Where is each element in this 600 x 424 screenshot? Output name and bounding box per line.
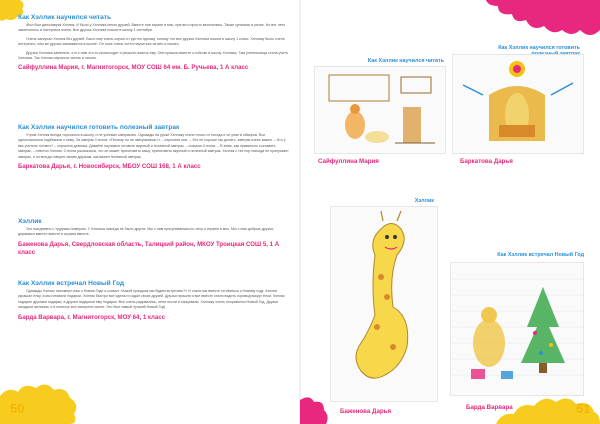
signature-bazhenova: Баженова Дарья (340, 408, 392, 415)
pink-cloud-top-right (486, 0, 600, 40)
drawing-reading (314, 66, 446, 154)
page-number: 50 (10, 401, 25, 416)
signature-barda: Барда Варвара (466, 404, 513, 411)
story-text: Утром Хэллик всегда торопился в школу, и не успевал завтракать. Однажды на уроке Хэллику стало плохо от голода и он упал в обморок. Все одноклассники подбежали к нему. За завтрак Стелла: «Почему ты не завтракаешь?» – спросила она. – Это не хорошо так делать, завтрак очень важен. – Кто у вас учитель готовит? – спросила девочка. Давайте научимся готовить вкусный и полезный завтрак, – сказала Стелла. – Я знаю, как правильно составить завтрак, – ответил Хэллик. Стелла рассказала, что он может приготовить кашу, приготовить вкусный и полезный завтрак. Хэллик с тех пор никогда не пропускает завтрак, и он всегда говорит своим друзьям, как важен полезный завтрак. (18, 133, 289, 159)
pink-cloud-bottom-left (300, 394, 330, 424)
drawing-new-year (450, 262, 584, 396)
page-number: 51 (576, 401, 591, 416)
signature-barkatova: Баркатова Дарья (460, 158, 513, 165)
drawing-hellik-art (331, 207, 437, 401)
story-new-year (18, 280, 290, 322)
story-credit: Баженова Дарья, Свердловская область, Талицкий район, МКОУ Троицкая СОШ 5, 1 А класс (18, 240, 280, 256)
story-text: Жил был динозаврик Хэллик. И было у Хэллика много друзей. Вместе они играли в мяч, прятки и просто веселились. Также купались в речке. Но вот лето закончилось и наступила осень. Все друзья Хэллика пошли в школу 1 сентября. (18, 23, 286, 33)
caption-hellik: Хэллик (414, 198, 434, 204)
drawing-breakfast-art (453, 55, 583, 153)
drawing-new-year-art (451, 263, 583, 395)
story-credit: Баркатова Дарья, г. Новосибирск, МБОУ СОШ 168, 1 А класс (18, 163, 201, 171)
story-breakfast (18, 124, 290, 171)
story-hellik (18, 218, 290, 257)
story-text: Очень заскучал Хэллик без друзей. Было ему очень скучно и грустно одному, потому что все друзья Хэллика пошли в школу 1 класс. Хэллику было очень интересно, чем же друзья занимаются в школе. Он тоже очень хотел научиться читать и писать. (18, 36, 285, 47)
drawing-breakfast (452, 54, 584, 154)
story-text: Друзья Хэллика заметили, что с ним что-то происходит и решили помочь ему. Они пришли вместе к соболю в школу Хэллика. Там учительница стала учить Хэллика. Так Хэллик научился читать и писать. (18, 50, 288, 61)
drawing-hellik (330, 206, 438, 402)
story-title: Хэллик (18, 218, 42, 225)
caption-breakfast: Как Хэллик научился готовить (498, 45, 580, 51)
story-title: Как Хэллик встречал Новый Год (18, 280, 125, 287)
story-title: Как Хэллик научился готовить полезный завтрак (18, 124, 180, 131)
caption-reading: Как Хэллик научился читать (367, 58, 444, 64)
signature-saifullina: Сайфуллина Мария (318, 158, 379, 165)
story-text: Однажды Хэллик напомнил нам о Новом Годе и сказал: «Какой праздник мы будем встречать?» И стали мы вместе готовиться к Новому году. Хэллик украшал ёлку, а мы готовили подарки. Хэллик быстро все сделал и ждал своих друзей. Друзья пришли и все вместе стали водить хоровод вокруг ёлки. Хэллик подарил друзьям подарки, а друзья подарили ему подарки. Все очень радовались, пели песни и танцевали. Хэллику очень понравился Новый Год. Друзья загадали желания, и в полночь все смотрели салют. Это был самый лучший Новый Год! (18, 289, 285, 310)
story-reading (18, 14, 290, 72)
story-credit: Сайфуллина Мария, г. Магнитогорск, МОУ СОШ 64 им. Б. Ручьева, 1 А класс (18, 64, 249, 72)
right-page (300, 0, 600, 424)
drawing-reading-art (315, 67, 445, 153)
caption-new-year: Как Хэллик встречал Новый Год (497, 252, 584, 258)
story-text: Это ежедневно с трудным номером. У Хэллика никогда не было других. Мы с ним прогуливаемся по лесу и играем в мяч. Мы с ним добрые друзья, держимся вместе вместе и играем вместе. (18, 227, 274, 237)
story-credit: Барда Варвара, г. Магнитогорск, МОУ 64, 1 класс (18, 313, 166, 321)
story-title: Как Хэллик научился читать (18, 14, 112, 21)
